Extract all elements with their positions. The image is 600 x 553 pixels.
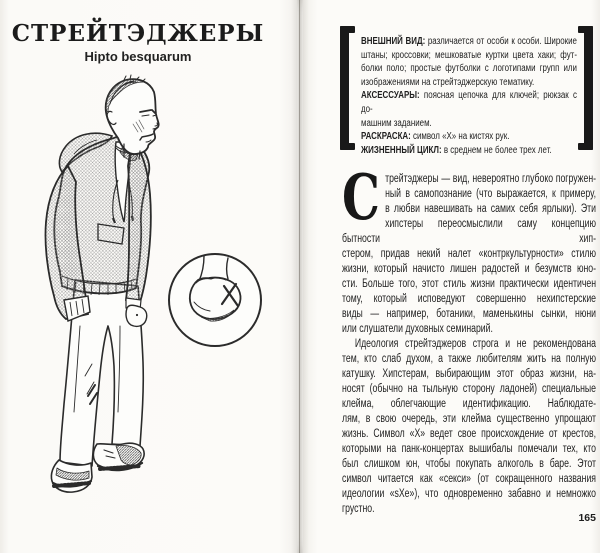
text-line: идеологии «sXe»), что одновременно забавно и немножко [342,488,597,500]
text-line: тем, кто слаб духом, а также любителям жить на полную [342,353,597,365]
text-line: или слушатели духовных семинарий. [342,323,493,335]
text-line: АКСЕССУАРЫ: поясная цепочка для ключей; рюкзак с до- [361,90,577,115]
text-line: был слишком юн, чтобы покупать алкоголь в баре. Этот [342,458,597,470]
text-line: тому, который исповедуют совершенно нехипстерские [342,293,597,305]
text-line: изображениями на стрейтэджерскую тематику. [361,76,535,88]
text-line: которыми на панк-концертах вышибалы помечали тех, кто [342,443,597,455]
text-line: лям, в свою очередь, эти клейма существенно упрощают [342,413,597,425]
species-title: СТРЕЙТЭДЖЕРЫ [11,20,265,47]
text-line: РАСКРАСКА: символ «Х» на кистях рук. [361,131,510,143]
text-line: хипстеры переосмыслили саму концепцию бытности хип- [342,218,597,245]
spec-item [361,35,577,89]
dropcap-letter: С [342,160,380,234]
page-number: 165 [578,512,596,524]
spec-item [361,144,577,158]
text-line: трейтэджеры — вид, невероятно глубоко погружен- [385,173,597,185]
text-line: сти. Больше того, этот стиль жизни практически идентичен [342,278,597,290]
paragraph [342,160,597,337]
text-line: катушку. Хипстерам, выбирающим этот образ жизни, на- [342,368,597,380]
text-line: жизни, который начисто лишен радостей и безумств юно- [342,263,597,275]
text-line: клейма, облегчающие идентификацию. Наблюдате- [342,398,597,410]
paragraph [342,337,596,517]
text-line: в любви навешивать на самих себя ярлыки). Эти [385,203,597,215]
page-right [303,0,600,553]
body-text [342,160,597,517]
fist-inset [169,254,261,346]
text-line: стером, придав некий налет «контркультурности» стилю [342,248,597,260]
left-sneaker [51,460,92,492]
right-sneaker [93,443,144,470]
spec-item [361,89,577,130]
text-line: штаны; кроссовки; мешковатые куртки цвета хаки; фут- [361,49,577,61]
spec-label: ВНЕШНИЙ ВИД: [361,36,426,47]
text-line: ный в самопознание (что выражается, к примеру, [385,188,597,200]
text-line: ВНЕШНИЙ ВИД: различается от особи к особи. Широкие [361,36,577,47]
spec-item [361,130,577,144]
text-line: символ читается как «секси» (от сокращенного названия [342,473,597,485]
text-line: грустно. [342,503,375,515]
hipster-illustration [28,74,278,529]
text-line: Идеология стрейтэджеров строга и не рекомендована [354,338,597,350]
infobox-right-bracket [578,26,593,150]
paragraph-lines [342,160,597,337]
text-line: носят (обычно на тыльную сторону ладоней) специальные [342,383,597,395]
text-line: виды — например, ботаники, маменькины сынки, нюни [342,308,597,320]
spec-label: ЖИЗНЕННЫЙ ЦИКЛ: [361,144,442,156]
page-left [0,0,297,553]
spec-label: РАСКРАСКА: [361,131,411,143]
species-infobox [361,35,577,157]
spec-label: АКСЕССУАРЫ: [361,90,420,102]
infobox-left-bracket [340,26,355,150]
text-line: болки поло; простые футболки с логотипами групп или [361,63,577,75]
text-line: ЖИЗНЕННЫЙ ЦИКЛ: в среднем не более трех лет. [361,144,552,156]
text-line: жизнь. Символ «Х» ведет свое происхождение от крестов, [342,428,597,440]
text-line: машним заданием. [361,117,432,129]
book-gutter [291,0,309,553]
species-latin-name: Hipto besquarum [84,49,192,64]
